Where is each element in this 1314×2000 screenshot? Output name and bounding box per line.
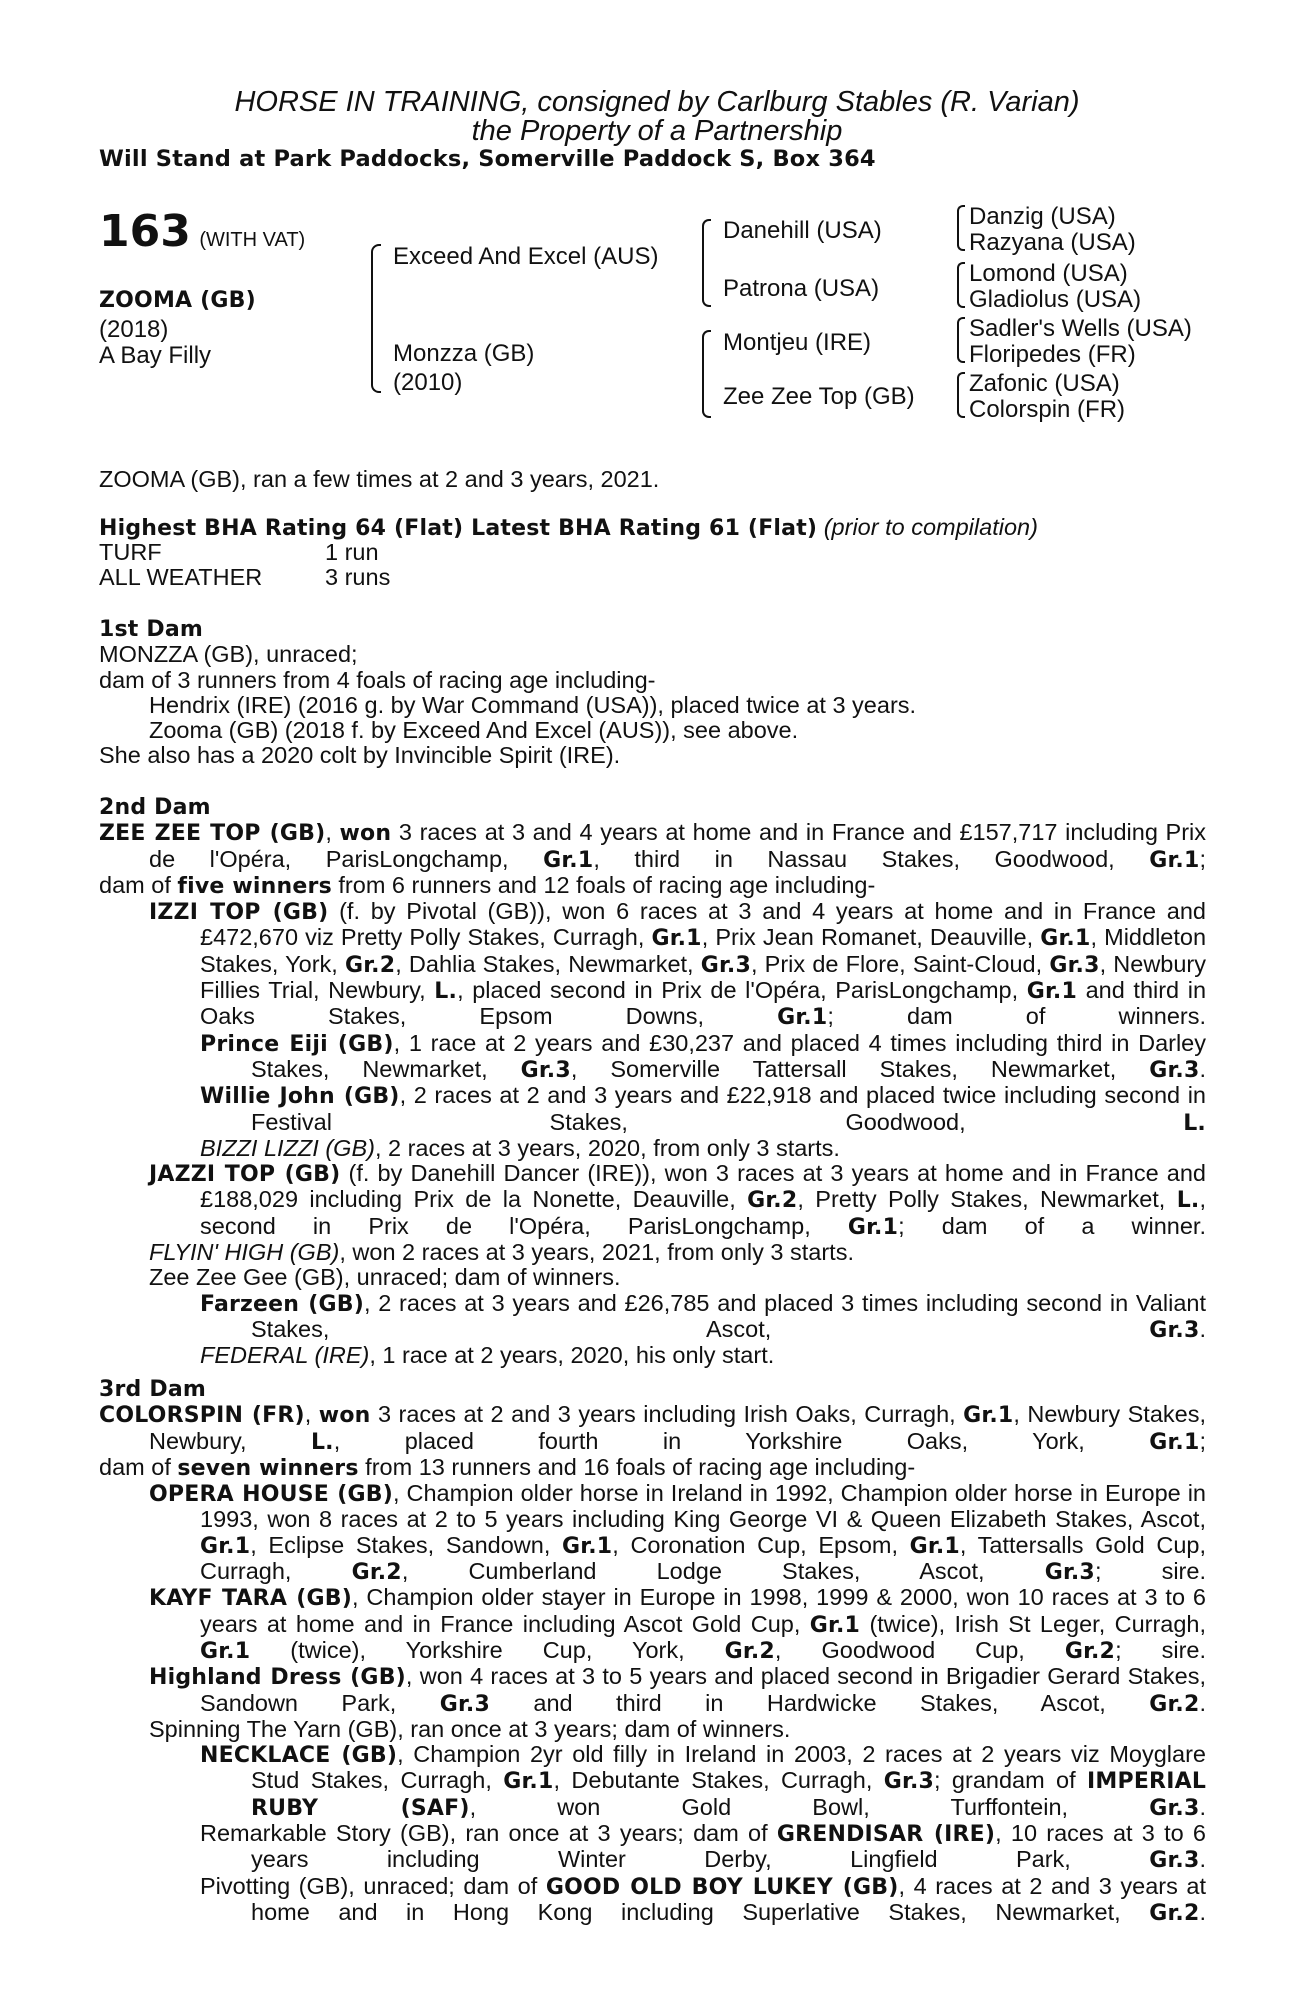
lot-number: 163 <box>99 206 191 257</box>
text-opera-t4: , Tattersalls Gold Cup, Curragh, <box>200 1531 1207 1585</box>
gen3-brace-1 <box>957 205 965 251</box>
text-jazzi-t1: (f. by Danehill Dancer (IRE)), won 3 races at 3 years at home and in France and £188,029 including Prix de la Nonette, Deauville, <box>200 1160 1206 1213</box>
text-g3: Gr.3 <box>1149 1848 1200 1874</box>
text-g3: Gr.3 <box>883 1769 935 1795</box>
text-period: . <box>1199 1315 1206 1342</box>
text-izzi-t2: , Prix Jean Romanet, Deauville, <box>701 924 1034 951</box>
text-izzi-t4: , Dahlia Stakes, Newmarket, <box>395 950 694 977</box>
text-kayf-t4: , Goodwood Cup, <box>774 1636 1025 1663</box>
sire: Exceed And Excel (AUS) <box>393 243 659 270</box>
colorspin-entry: COLORSPIN (FR), won 3 races at 2 and 3 years including Irish Oaks, Curragh, Gr.1, Newbury Stakes, Newbury, L., placed fourth in Yorkshire Oaks, York, Gr.1; <box>99 1401 1207 1455</box>
text-g3: Gr.3 <box>1149 1317 1200 1343</box>
text-g2: Gr.2 <box>1064 1638 1116 1664</box>
text-neck-name: NECKLACE (GB) <box>200 1743 398 1769</box>
dam-sire: Montjeu (IRE) <box>723 329 872 356</box>
aw-label: ALL WEATHER <box>99 564 263 590</box>
sire-sire: Danehill (USA) <box>723 217 882 244</box>
turf-label: TURF <box>99 539 162 565</box>
text-zzt-end: ; <box>1199 845 1206 872</box>
first-dam-produce: Zooma (GB) (2018 f. by Exceed And Excel (AUS)), see above. <box>149 717 799 744</box>
text-listed: L. <box>310 1429 334 1455</box>
text-g1: Gr.1 <box>562 1533 613 1559</box>
prince-eiji-entry <box>99 1031 1206 1084</box>
text-izzi-t8: and third in Oaks Stakes, Epsom Downs, <box>200 977 1207 1030</box>
text-g3: Gr.3 <box>1044 1560 1095 1586</box>
text-g3: Gr.3 <box>1149 1057 1200 1083</box>
won-label: won <box>339 821 392 847</box>
text-g1: Gr.1 <box>200 1533 251 1559</box>
text-izzi-t7: , placed second in Prix de l'Opéra, ParisLongchamp, <box>457 977 1019 1004</box>
gen3-zafonic: Zafonic (USA) <box>969 370 1120 397</box>
turf-value: 1 run <box>325 539 379 565</box>
text-listed: L. <box>1176 1188 1200 1214</box>
text-opera-t3: , Coronation Cup, Epsom, <box>612 1531 899 1558</box>
text-listed: L. <box>1183 1110 1206 1136</box>
text-neck-t4: , won Gold Bowl, Turffontein, <box>469 1793 1069 1820</box>
spinning-the-yarn-entry: Spinning The Yarn (GB), ran once at 3 years; dam of winners. <box>149 1715 791 1742</box>
text-high-name: Highland Dress (GB) <box>149 1665 406 1691</box>
gen3-gladiolus: Gladiolus (USA) <box>969 286 1142 313</box>
opera-house-entry <box>99 1481 1206 1585</box>
text-kayf-t2: (twice), Irish St Leger, Curragh, <box>869 1610 1207 1637</box>
text-damof-bold: five winners <box>177 873 332 899</box>
second-dam-section <box>99 795 1206 1369</box>
pivotting-entry <box>99 1874 1206 1927</box>
text-g3: Gr.3 <box>1049 952 1100 978</box>
sire-line-brace <box>702 219 711 307</box>
rating-note: (prior to compilation) <box>823 514 1038 540</box>
text-col-t1: 3 races at 2 and 3 years including Irish Oaks, Curragh, <box>377 1401 956 1428</box>
bha-rating <box>99 515 1038 541</box>
remarkable-story-entry <box>99 1821 1206 1874</box>
text-eiji-t1: , 1 race at 2 years and £30,237 and placed 4 times including third in Darley Stakes, Newmarket, <box>251 1029 1206 1082</box>
text-col-won: won <box>318 1403 371 1429</box>
text-g3: Gr.3 <box>1149 1795 1200 1821</box>
text-kayf-name: KAYF TARA (GB) <box>149 1586 352 1612</box>
text-listed: L. <box>434 979 458 1005</box>
text-period: . <box>1199 1689 1207 1716</box>
text-piv-t1: Pivotting (GB), unraced; dam of <box>200 1872 538 1899</box>
zee-zee-gee-entry: Zee Zee Gee (GB), unraced; dam of winners. <box>149 1264 621 1291</box>
text-opera-name: OPERA HOUSE (GB) <box>149 1482 393 1508</box>
text-damof-bold: seven winners <box>177 1455 359 1481</box>
text-zzt-text2: , third in Nassau Stakes, Goodwood, <box>593 845 1115 872</box>
text-period: . <box>1199 1793 1207 1820</box>
text-federal: FEDERAL (IRE) <box>200 1342 370 1369</box>
text-g1: Gr.1 <box>777 1005 828 1031</box>
dam-dam: Zee Zee Top (GB) <box>723 383 915 410</box>
text-col-t2: , Newbury Stakes, Newbury, <box>149 1401 1207 1454</box>
text-willie-name: Willie John (GB) <box>200 1084 400 1110</box>
text-high-t2: and third in Hardwicke Stakes, Ascot, <box>533 1689 1106 1716</box>
dam-year: (2010) <box>393 369 463 396</box>
third-dam-heading: 3rd Dam <box>99 1377 206 1402</box>
text-period: . <box>1199 1846 1206 1873</box>
sire-dam: Patrona (USA) <box>723 275 880 302</box>
text-damof-pre: dam of <box>99 871 171 898</box>
text-izzi-t9: ; dam of winners. <box>827 1003 1207 1030</box>
text-g1: Gr.1 <box>909 1533 960 1559</box>
text-izzi-t6: , Newbury Fillies Trial, Newbury, <box>200 950 1207 1004</box>
text-period: . <box>1199 1055 1206 1082</box>
gen3-floripedes: Floripedes (FR) <box>969 341 1136 368</box>
gen3-brace-3 <box>957 317 965 363</box>
second-dam-heading: 2nd Dam <box>99 795 211 820</box>
kayf-tara-entry <box>99 1585 1206 1664</box>
text-g1: Gr.1 <box>847 1214 899 1240</box>
text-opera-t5: , Cumberland Lodge Stakes, Ascot, <box>401 1558 985 1585</box>
text-g1: Gr.1 <box>963 1403 1014 1429</box>
first-dam-line: dam of 3 runners from 4 foals of racing age including- <box>99 666 656 693</box>
text-jazzi-t3: , second in Prix de l'Opéra, ParisLongchamp, <box>200 1186 1207 1239</box>
text-flyin: FLYIN' HIGH (GB) <box>149 1239 340 1266</box>
third-dam-section <box>99 1377 1206 1926</box>
text-kayf-t3: (twice), Yorkshire Cup, York, <box>290 1636 685 1663</box>
text-neck-t1: , Champion 2yr old filly in Ireland in 2003, 2 races at 2 years viz Moyglare Stud Stakes, Curragh, <box>251 1741 1206 1794</box>
third-dam-produce-intro <box>99 1455 1206 1481</box>
farzeen-entry <box>99 1291 1206 1344</box>
text-g1: Gr.1 <box>1040 926 1091 952</box>
text-zzt-text: 3 races at 3 and 4 years at home and in France and £157,717 including Prix de l'Opéra, ParisLongchamp, <box>149 819 1207 872</box>
highland-dress-entry <box>99 1664 1206 1717</box>
text-farzeen-name: Farzeen (GB) <box>200 1291 364 1317</box>
text-g3: Gr.3 <box>439 1691 490 1717</box>
aw-value: 3 runs <box>325 564 391 590</box>
text-bizzi-t: , 2 races at 3 years, 2020, from only 3 starts. <box>374 1134 840 1161</box>
text-jazzi-t4: ; dam of a winner. <box>898 1212 1206 1239</box>
text-g1: Gr.1 <box>1026 979 1077 1005</box>
gen3-danzig: Danzig (USA) <box>969 203 1116 230</box>
first-dam-heading: 1st Dam <box>99 617 204 642</box>
horse-name: ZOOMA (GB) <box>99 288 256 313</box>
text-federal-t: , 1 race at 2 years, 2020, his only start. <box>369 1342 775 1369</box>
text-opera-t1: , Champion older horse in Ireland in 1992, Champion older horse in Europe in 1993, won 8 races at 2 to 5 years including King George VI & Queen Elizabeth Stakes, Ascot, <box>200 1480 1206 1533</box>
second-dam-produce-intro <box>99 873 1206 899</box>
text-rem-t1: Remarkable Story (GB), ran once at 3 years; dam of <box>200 1820 768 1847</box>
necklace-entry <box>99 1742 1206 1821</box>
text-damof-post: from 6 runners and 12 foals of racing age including- <box>338 871 876 898</box>
text-g1: Gr.1 <box>651 926 702 952</box>
text-opera-t6: ; sire. <box>1094 1558 1206 1585</box>
text-flyin-t: , won 2 races at 3 years, 2021, from only 3 starts. <box>339 1239 854 1266</box>
willie-john-entry <box>99 1083 1206 1136</box>
text-high-t1: , won 4 races at 3 to 5 years and placed second in Brigadier Gerard Stakes, Sandown Park, <box>200 1663 1207 1716</box>
vat-note: (WITH VAT) <box>199 229 306 251</box>
sire-dam-brace <box>371 244 381 393</box>
text-g1: Gr.1 <box>503 1769 554 1795</box>
flyin-high-entry <box>99 1240 1206 1265</box>
text-g2: Gr.2 <box>1149 1691 1200 1717</box>
rating-text: Highest BHA Rating 64 (Flat) Latest BHA Rating 61 (Flat) <box>99 516 818 541</box>
text-rem-t2: , 10 races at 3 to 6 years including Winter Derby, Lingfield Park, <box>251 1820 1206 1873</box>
jazzi-top-entry <box>99 1161 1206 1240</box>
text-izzi-t5: , Prix de Flore, Saint-Cloud, <box>751 950 1043 977</box>
text-g1: Gr.1 <box>1149 1429 1200 1455</box>
first-dam-line: MONZZA (GB), unraced; <box>99 641 358 668</box>
dam-line-brace <box>702 330 711 418</box>
zee-zee-top-entry: ZEE ZEE TOP (GB), won 3 races at 3 and 4 years at home and in France and £157,717 including Prix de l'Opéra, ParisLongchamp, Gr.1, third in Nassau Stakes, Goodwood, Gr.1; <box>99 819 1207 873</box>
dam: Monzza (GB) <box>393 340 535 367</box>
text-grendisar: GRENDISAR (IRE) <box>776 1822 996 1848</box>
text-opera-t2: , Eclipse Stakes, Sandown, <box>250 1531 551 1558</box>
stand-location: Will Stand at Park Paddocks, Somerville Paddock S, Box 364 <box>99 146 876 172</box>
text-izzi-t1: (f. by Pivotal (GB)), won 6 races at 3 and 4 years at home and in France and £472,670 viz Pretty Polly Stakes, Curragh, <box>200 898 1206 951</box>
text-g3: Gr.3 <box>700 952 751 978</box>
text-damof-post: from 13 runners and 16 foals of racing age including- <box>365 1453 916 1480</box>
text-izzi-t3: , Middleton Stakes, York, <box>200 924 1207 977</box>
text-g2: Gr.2 <box>724 1638 775 1664</box>
text-bizzi: BIZZI LIZZI (GB) <box>200 1134 375 1161</box>
text-jazzi-name: JAZZI TOP (GB) <box>149 1162 341 1188</box>
gen3-lomond: Lomond (USA) <box>969 260 1128 287</box>
text-kayf-t5: ; sire. <box>1115 1636 1207 1663</box>
text-g2: Gr.2 <box>1149 1900 1200 1926</box>
text-farzeen-t: , 2 races at 3 years and £26,785 and placed 3 times including second in Valiant Stakes, Ascot, <box>251 1289 1206 1342</box>
text-col-t3: , placed fourth in Yorkshire Oaks, York, <box>333 1427 1085 1454</box>
federal-entry <box>99 1343 1206 1368</box>
lot-block <box>99 206 305 257</box>
text-g1: Gr.1 <box>1149 847 1200 873</box>
property-line: the Property of a Partnership <box>471 115 843 147</box>
bizzi-lizzi-entry <box>99 1136 1206 1161</box>
horse-description: A Bay Filly <box>99 342 212 369</box>
text-g2: Gr.2 <box>747 1188 798 1214</box>
horse-year: (2018) <box>99 316 169 343</box>
text-g1: Gr.1 <box>200 1638 251 1664</box>
text-jazzi-t2: , Pretty Polly Stakes, Newmarket, <box>797 1186 1166 1213</box>
text-kayf-t1: , Champion older stayer in Europe in 1998, 1999 & 2000, won 10 races at 3 to 6 years at home and in France including Ascot Gold Cup, <box>200 1584 1206 1637</box>
izzi-top-entry <box>99 899 1206 1030</box>
text-willie-t1: , 2 races at 2 and 3 years and £22,918 and placed twice including second in Festival Stakes, Goodwood, <box>251 1082 1206 1135</box>
first-dam-produce: Hendrix (IRE) (2016 g. by War Command (USA)), placed twice at 3 years. <box>149 691 917 718</box>
text-neck-t3: ; grandam of <box>934 1767 1076 1794</box>
text-eiji-t2: , Somerville Tattersall Stakes, Newmarket, <box>570 1055 1117 1082</box>
gen3-colorspin: Colorspin (FR) <box>969 396 1126 423</box>
text-neck-t2: , Debutante Stakes, Curragh, <box>553 1767 873 1794</box>
gen3-brace-4 <box>957 372 965 418</box>
text-izzi-name: IZZI TOP (GB) <box>149 900 329 926</box>
text-col-name: COLORSPIN (FR) <box>99 1403 305 1429</box>
text-goodold: GOOD OLD BOY LUKEY (GB) <box>545 1874 899 1900</box>
text-g3: Gr.3 <box>520 1057 571 1083</box>
text-eiji-name: Prince Eiji (GB) <box>200 1031 394 1057</box>
gen3-sadlers-wells: Sadler's Wells (USA) <box>969 315 1192 342</box>
text-piv-t2: , 4 races at 2 and 3 years at home and in Hong Kong including Superlative Stakes, Newmarket, <box>251 1872 1207 1925</box>
text-g2: Gr.2 <box>344 952 396 978</box>
text-damof-pre: dam of <box>99 1453 171 1480</box>
text-g2: Gr.2 <box>351 1560 402 1586</box>
entry-name: ZEE ZEE TOP (GB) <box>99 821 326 847</box>
text-zzt-gr1: Gr.1 <box>543 847 594 873</box>
text-g1: Gr.1 <box>809 1612 861 1638</box>
race-summary: ZOOMA (GB), ran a few times at 2 and 3 years, 2021. <box>99 466 660 492</box>
first-dam-note: She also has a 2020 colt by Invincible Spirit (IRE). <box>99 742 621 769</box>
consignor-line: HORSE IN TRAINING, consigned by Carlburg Stables (R. Varian) <box>234 86 1080 118</box>
first-dam-section <box>99 617 1206 769</box>
text-imperial: IMPERIAL RUBY (SAF) <box>251 1769 1207 1821</box>
gen3-razyana: Razyana (USA) <box>969 229 1136 256</box>
gen3-brace-2 <box>957 262 965 308</box>
text-period: . <box>1199 1898 1207 1925</box>
